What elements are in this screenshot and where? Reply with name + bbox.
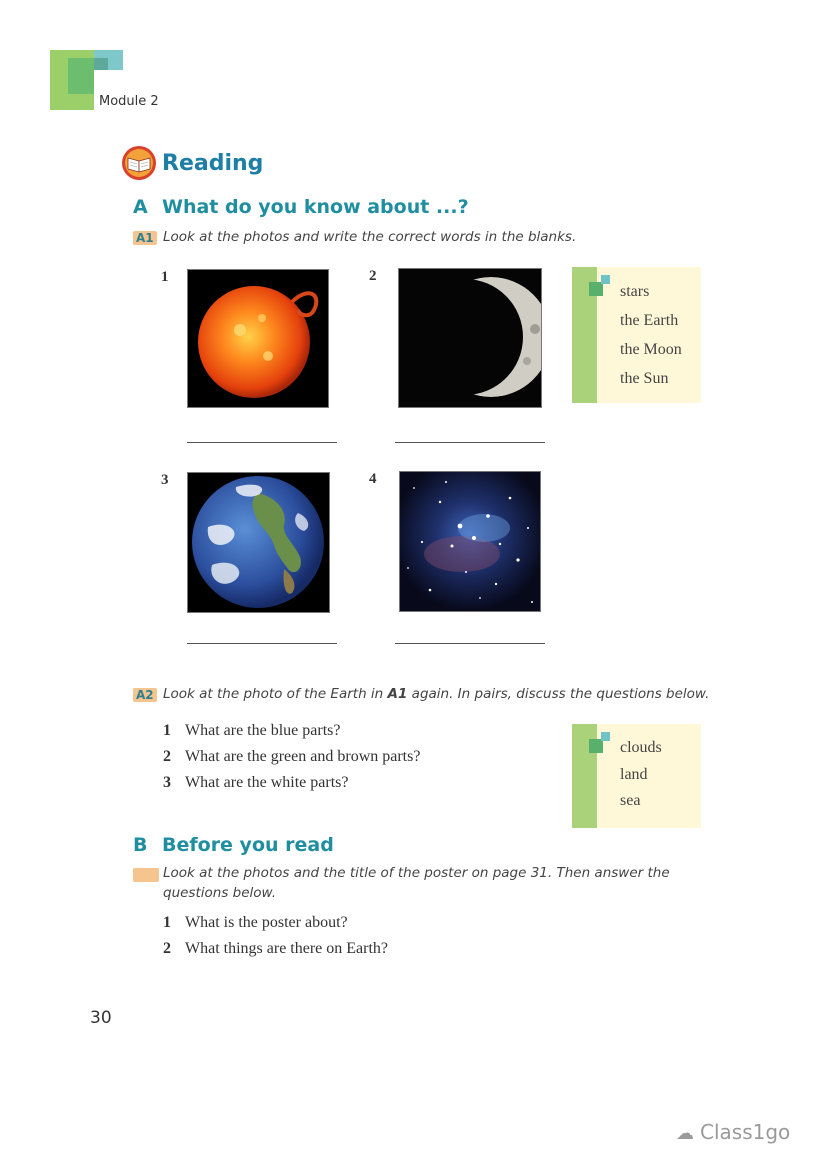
word-box-a2 xyxy=(572,724,701,828)
module-square-mid xyxy=(68,58,94,94)
word-the-earth: the Earth xyxy=(620,312,679,329)
word-sea: sea xyxy=(620,792,641,809)
a2-question-3: 3 What are the white parts? xyxy=(163,774,349,791)
earth-photo xyxy=(187,472,330,613)
section-a-letter: A xyxy=(133,196,148,218)
word-the-sun: the Sun xyxy=(620,370,669,387)
photo-number-1: 1 xyxy=(161,269,169,285)
photo-number-3: 3 xyxy=(161,472,169,488)
a1-tag: A1 xyxy=(133,231,157,245)
answer-blank-2[interactable] xyxy=(395,442,545,443)
b-question-2: 2 What things are there on Earth? xyxy=(163,940,389,957)
module-square-dark xyxy=(94,58,108,70)
book-icon xyxy=(121,145,157,181)
word-land: land xyxy=(620,766,648,783)
a2-instruction: Look at the photo of the Earth in A1 again. In pairs, discuss the questions below. xyxy=(163,686,710,702)
answer-blank-3[interactable] xyxy=(187,643,337,644)
stars-photo xyxy=(399,471,541,612)
wechat-icon: ☁ xyxy=(676,1123,694,1144)
section-a-title: What do you know about ...? xyxy=(162,196,469,218)
section-b-tag xyxy=(133,868,159,882)
a2-question-2: 2 What are the green and brown parts? xyxy=(163,748,421,765)
word-the-moon: the Moon xyxy=(620,341,682,358)
photo-number-4: 4 xyxy=(369,471,377,487)
word-stars: stars xyxy=(620,283,650,300)
a2-question-1: 1 What are the blue parts? xyxy=(163,722,341,739)
word-box-a1 xyxy=(572,267,701,403)
word-box-marker xyxy=(589,739,603,753)
watermark: ☁ Class1go xyxy=(676,1120,791,1144)
word-box-marker xyxy=(589,282,603,296)
word-box-marker-small xyxy=(601,732,610,741)
section-b-letter: B xyxy=(133,834,148,856)
reading-title: Reading xyxy=(162,151,264,176)
photo-number-2: 2 xyxy=(369,268,377,284)
word-box-marker-small xyxy=(601,275,610,284)
a2-tag: A2 xyxy=(133,688,157,702)
moon-photo xyxy=(398,268,542,408)
b-question-1: 1 What is the poster about? xyxy=(163,914,348,931)
section-b-title: Before you read xyxy=(162,834,334,856)
answer-blank-1[interactable] xyxy=(187,442,337,443)
answer-blank-4[interactable] xyxy=(395,643,545,644)
a1-instruction: Look at the photos and write the correct words in the blanks. xyxy=(163,229,577,245)
module-label: Module 2 xyxy=(99,94,159,109)
word-clouds: clouds xyxy=(620,739,662,756)
section-b-instruction-line1: Look at the photos and the title of the poster on page 31. Then answer the xyxy=(163,865,670,881)
page-number: 30 xyxy=(90,1008,112,1028)
sun-photo xyxy=(187,269,329,408)
section-b-instruction-line2: questions below. xyxy=(163,885,277,901)
